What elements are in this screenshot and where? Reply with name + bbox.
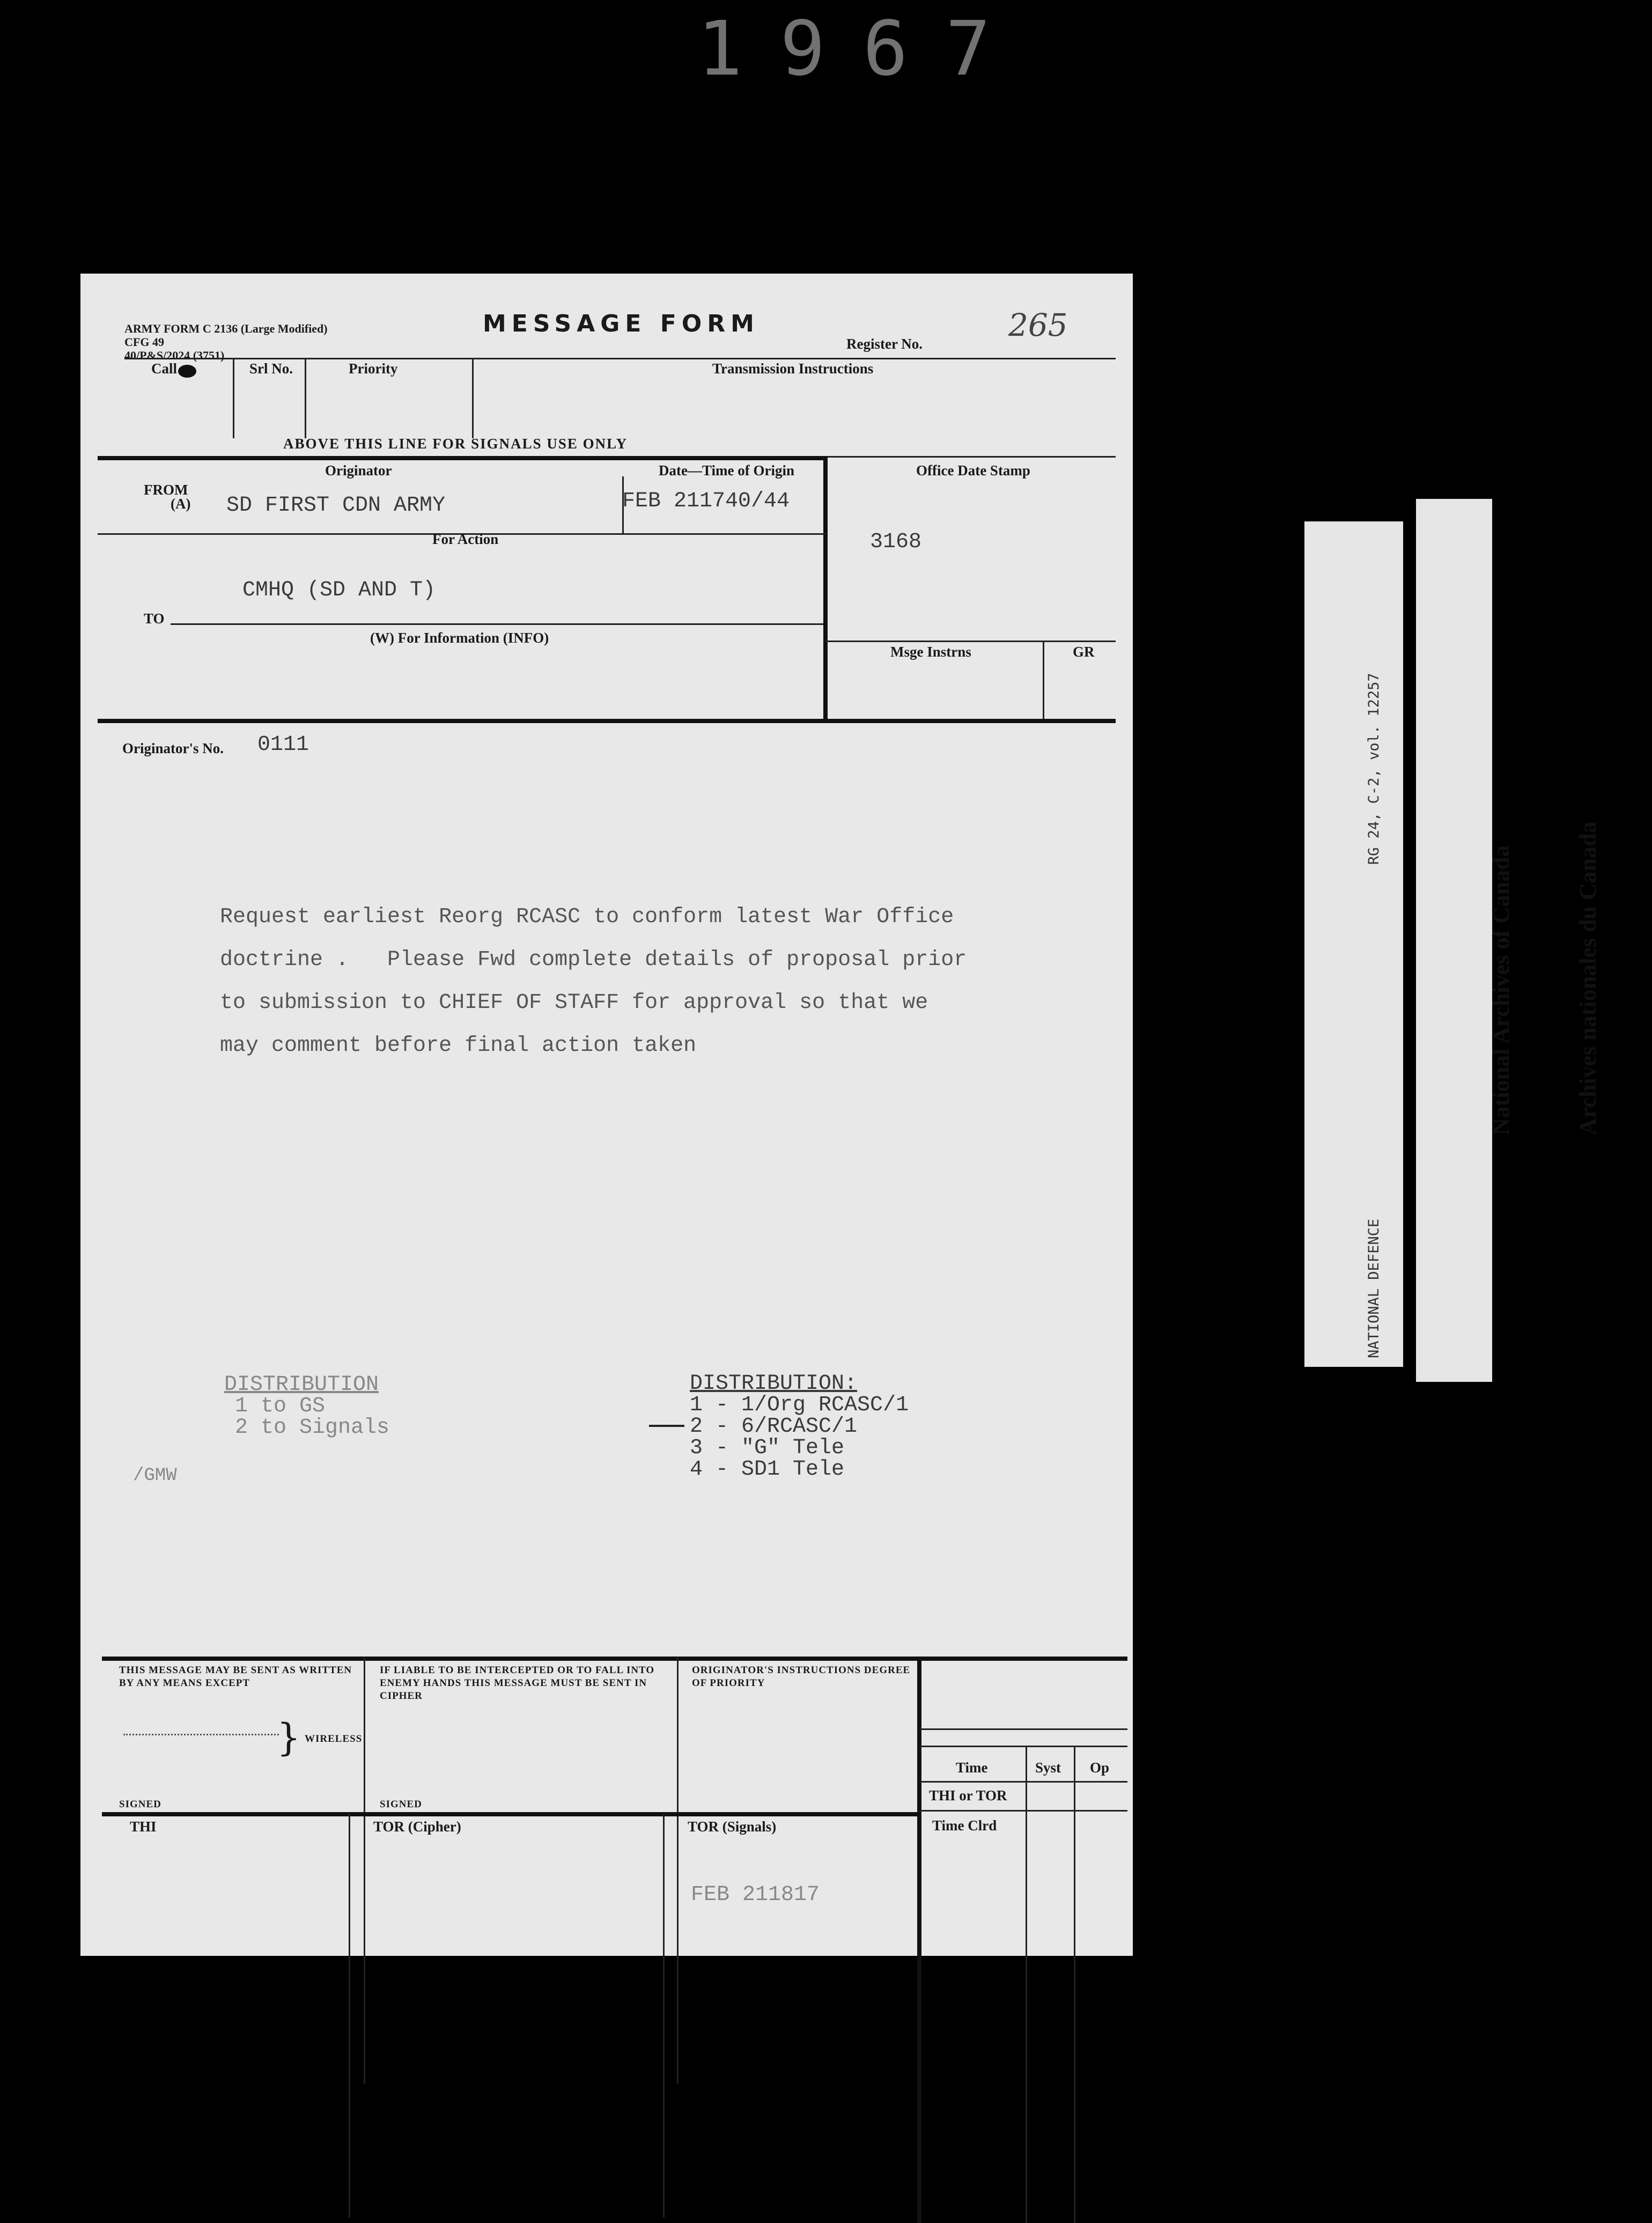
form-id-line: CFG 49	[124, 335, 164, 349]
time-label: Time	[956, 1760, 988, 1776]
pen-mark	[649, 1425, 684, 1427]
time-cleared-label: Time Clrd	[932, 1817, 997, 1834]
rule	[102, 1657, 1127, 1661]
form-id-line: ARMY FORM C 2136 (Large Modified)	[124, 322, 328, 335]
rule	[102, 1812, 919, 1816]
typist-initials: /GMW	[133, 1466, 177, 1486]
to-label: TO	[144, 610, 165, 627]
stamp-number: 3168	[870, 530, 922, 554]
originator-label: Originator	[325, 462, 392, 479]
rule	[364, 1657, 365, 2084]
distribution-right-line: 3 - "G" Tele	[690, 1436, 845, 1460]
signals-line: ABOVE THIS LINE FOR SIGNALS USE ONLY	[283, 436, 628, 452]
rule	[171, 623, 823, 625]
archives-label-tab	[1416, 499, 1601, 1382]
priority-label: Priority	[349, 360, 398, 377]
thi-or-tor-label: THI or TOR	[929, 1787, 1007, 1804]
transmission-label: Transmission Instructions	[712, 360, 874, 377]
syst-label: Syst	[1035, 1760, 1061, 1776]
wireless-label: WIRELESS	[305, 1733, 363, 1744]
datetime-label: Date—Time of Origin	[659, 462, 794, 479]
from-sub-label: (A)	[171, 496, 191, 512]
rule	[917, 1657, 921, 2223]
rule	[919, 1781, 1127, 1783]
distribution-right-line: 4 - SD1 Tele	[690, 1458, 845, 1482]
film-frame-number: 1967	[697, 5, 1029, 93]
rule	[919, 1728, 1127, 1730]
signed-label: SIGNED	[380, 1799, 422, 1810]
cipher-note: IF LIABLE TO BE INTERCEPTED OR TO FALL INTO ENEMY HANDS THIS MESSAGE MUST BE SENT IN CIPHER	[380, 1665, 655, 1702]
from-label: FROM	[144, 482, 188, 498]
rule	[305, 358, 306, 438]
ink-blot	[178, 365, 196, 378]
rule	[1043, 641, 1044, 720]
form-id	[124, 322, 328, 362]
message-form-sheet	[80, 274, 1133, 1956]
distribution-left-line: 1 to GS	[235, 1394, 326, 1418]
rule	[349, 1814, 350, 2218]
archives-names	[1429, 821, 1652, 1135]
from-value: SD FIRST CDN ARMY	[226, 494, 446, 518]
originators-instructions: ORIGINATOR'S INSTRUCTIONS DEGREE OF PRIORITY	[692, 1665, 911, 1689]
rule	[919, 1810, 1127, 1812]
message-body	[220, 896, 967, 1068]
originators-no-label: Originator's No.	[122, 740, 224, 756]
message-line: may comment before final action taken	[220, 1034, 697, 1058]
distribution-right-heading: DISTRIBUTION:	[690, 1372, 858, 1396]
except-blank	[123, 1734, 279, 1735]
tor-signals-value: FEB 211817	[691, 1883, 820, 1907]
tor-cipher-label: TOR (Cipher)	[373, 1819, 461, 1835]
brace: }	[277, 1716, 301, 1760]
rule	[98, 719, 1116, 723]
rule	[677, 1657, 678, 2084]
message-line: doctrine . Please Fwd complete details of proposal prior	[220, 948, 967, 972]
register-number: 265	[1008, 307, 1068, 343]
message-line: Request earliest Reorg RCASC to conform latest War Office	[220, 905, 954, 929]
rule	[823, 456, 828, 720]
register-label: Register No.	[846, 336, 923, 352]
distribution-right-line: 2 - 6/RCASC/1	[690, 1415, 858, 1439]
thi-label: THI	[130, 1819, 157, 1835]
msge-instructions-label: Msge Instrns	[890, 644, 971, 660]
rule	[472, 358, 474, 438]
distribution-right	[690, 1373, 909, 1481]
archives-name-en: National Archives of Canada	[1488, 845, 1514, 1135]
rule	[98, 456, 825, 460]
archive-reference-tab	[1304, 521, 1403, 1367]
sent-as-written-note: THIS MESSAGE MAY BE SENT AS WRITTEN BY ANY MEANS EXCEPT	[119, 1665, 352, 1689]
rule	[1074, 1746, 1075, 2223]
op-label: Op	[1090, 1760, 1110, 1776]
form-title: MESSAGE FORM	[483, 310, 759, 337]
rule	[1026, 1746, 1027, 2223]
form-id-line: 40/P&S/2024 (3751)	[124, 349, 225, 362]
gr-label: GR	[1073, 644, 1095, 660]
distribution-left	[224, 1374, 389, 1439]
srl-label: Srl No.	[249, 360, 293, 377]
rule	[663, 1814, 665, 2218]
call-label: Call	[151, 360, 178, 377]
message-line: to submission to CHIEF OF STAFF for approval so that we	[220, 991, 928, 1015]
signed-label: SIGNED	[119, 1799, 161, 1810]
for-action-label: For Action	[432, 531, 499, 547]
department-line: NATIONAL DEFENCE	[1366, 1218, 1382, 1358]
rule	[124, 358, 1116, 359]
rule	[825, 641, 1116, 642]
office-stamp-label: Office Date Stamp	[916, 462, 1030, 479]
archive-reference-line: RG 24, C-2, vol. 12257	[1366, 673, 1382, 865]
rule	[919, 1746, 1127, 1747]
info-label: (W) For Information (INFO)	[370, 630, 549, 646]
distribution-right-line: 1 - 1/Org RCASC/1	[690, 1393, 909, 1417]
distribution-left-heading: DISTRIBUTION	[224, 1373, 379, 1397]
distribution-left-line: 2 to Signals	[235, 1416, 390, 1440]
archives-name-fr: Archives nationales du Canada	[1575, 821, 1601, 1135]
to-value: CMHQ (SD AND T)	[242, 578, 436, 602]
tor-signals-label: TOR (Signals)	[688, 1819, 777, 1835]
rule	[233, 358, 234, 438]
originators-no-value: 0111	[257, 733, 309, 757]
datetime-value: FEB 211740/44	[622, 489, 790, 513]
